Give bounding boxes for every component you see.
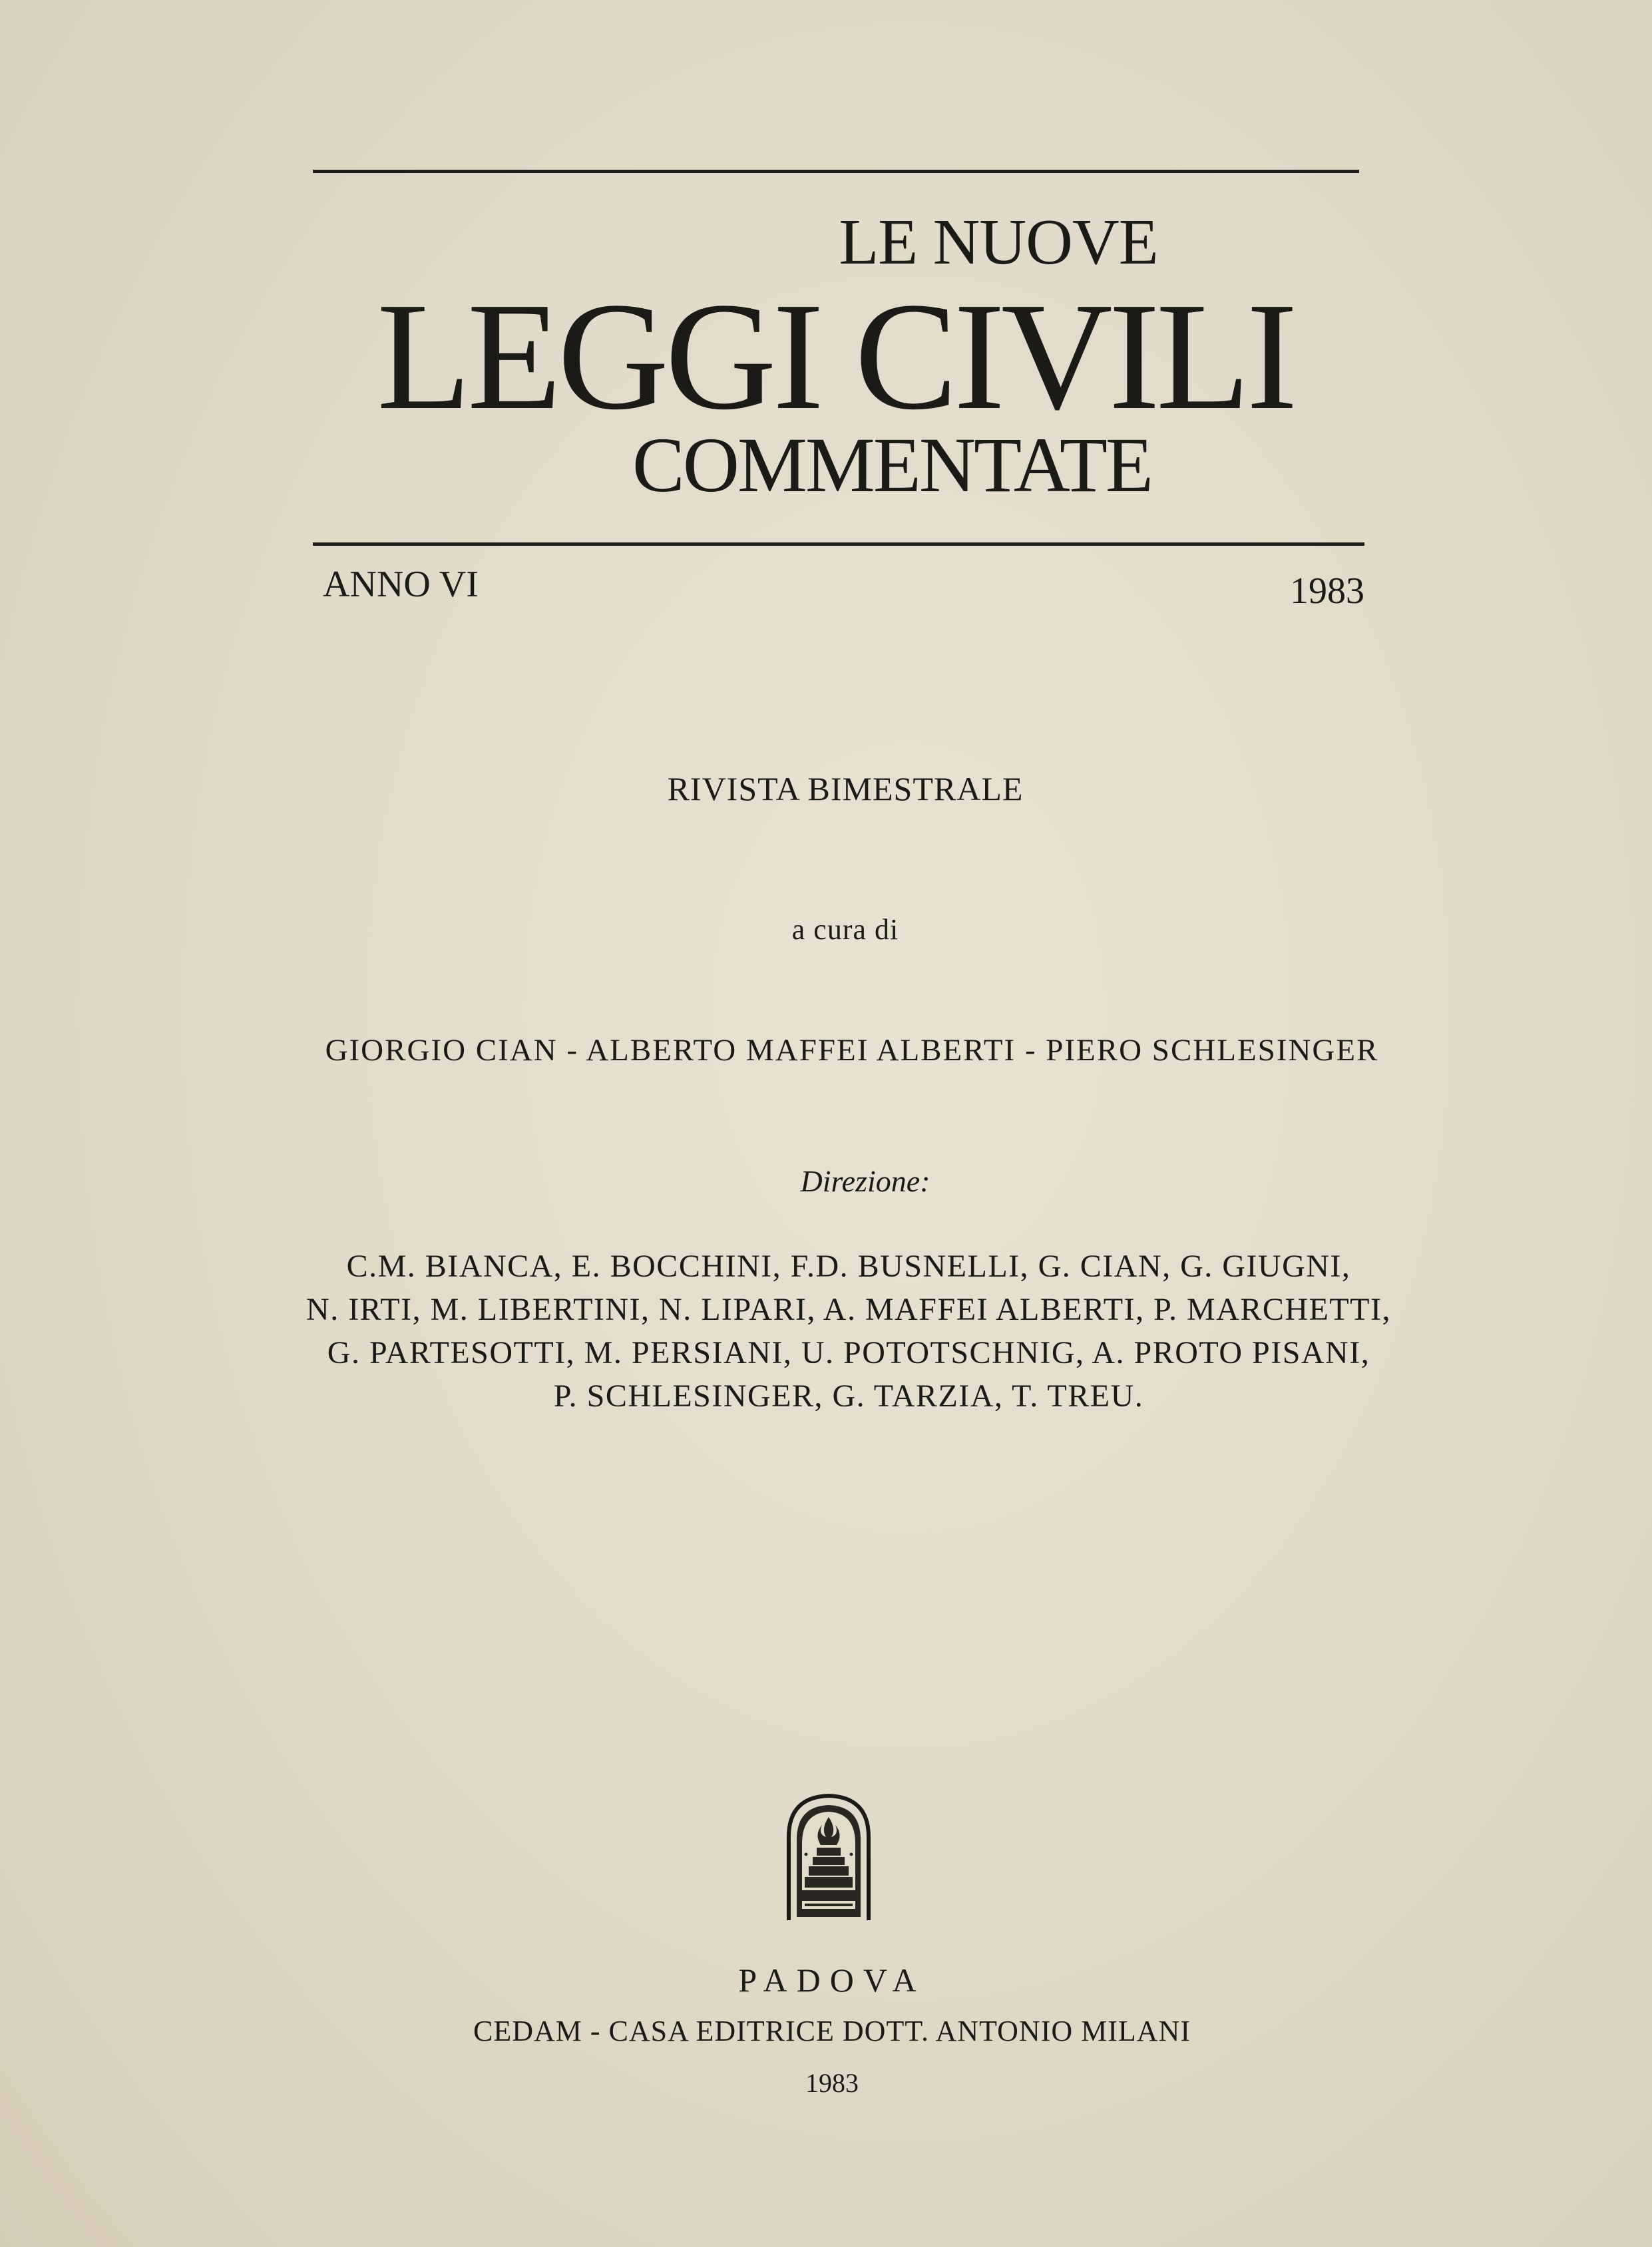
- imprint-year: 1983: [805, 2068, 859, 2098]
- issue-year: 1983: [1290, 570, 1364, 612]
- imprint-city: PADOVA: [738, 1961, 926, 1999]
- volume-number: ANNO VI: [323, 564, 479, 605]
- board-members: [286, 1245, 1411, 1418]
- editors-line: GIORGIO CIAN - ALBERTO MAFFEI ALBERTI - PIERO SCHLESINGER: [325, 1033, 1379, 1068]
- title-line-commentate: COMMENTATE: [632, 421, 1151, 509]
- board-line: C.M. BIANCA, E. BOCCHINI, F.D. BUSNELLI, G. CIAN, G. GIUGNI,: [346, 1249, 1351, 1284]
- top-rule: [313, 170, 1359, 173]
- board-line: P. SCHLESINGER, G. TARZIA, T. TREU.: [553, 1378, 1144, 1414]
- imprint-publisher: CEDAM - CASA EDITRICE DOTT. ANTONIO MILANI: [473, 2015, 1191, 2047]
- edited-by-label: a cura di: [791, 913, 899, 946]
- publisher-emblem-icon: [782, 1790, 875, 1924]
- board-line: G. PARTESOTTI, M. PERSIANI, U. POTOTSCHNIG, A. PROTO PISANI,: [327, 1335, 1370, 1370]
- masthead-rule: [313, 542, 1364, 546]
- title-line-le-nuove: LE NUOVE: [839, 206, 1158, 278]
- board-line: N. IRTI, M. LIBERTINI, N. LIPARI, A. MAFFEI ALBERTI, P. MARCHETTI,: [306, 1292, 1391, 1327]
- title-line-leggi-civili: LEGGI CIVILI: [377, 271, 1294, 442]
- journal-subtitle: RIVISTA BIMESTRALE: [667, 770, 1024, 807]
- board-label: Direzione:: [800, 1164, 930, 1198]
